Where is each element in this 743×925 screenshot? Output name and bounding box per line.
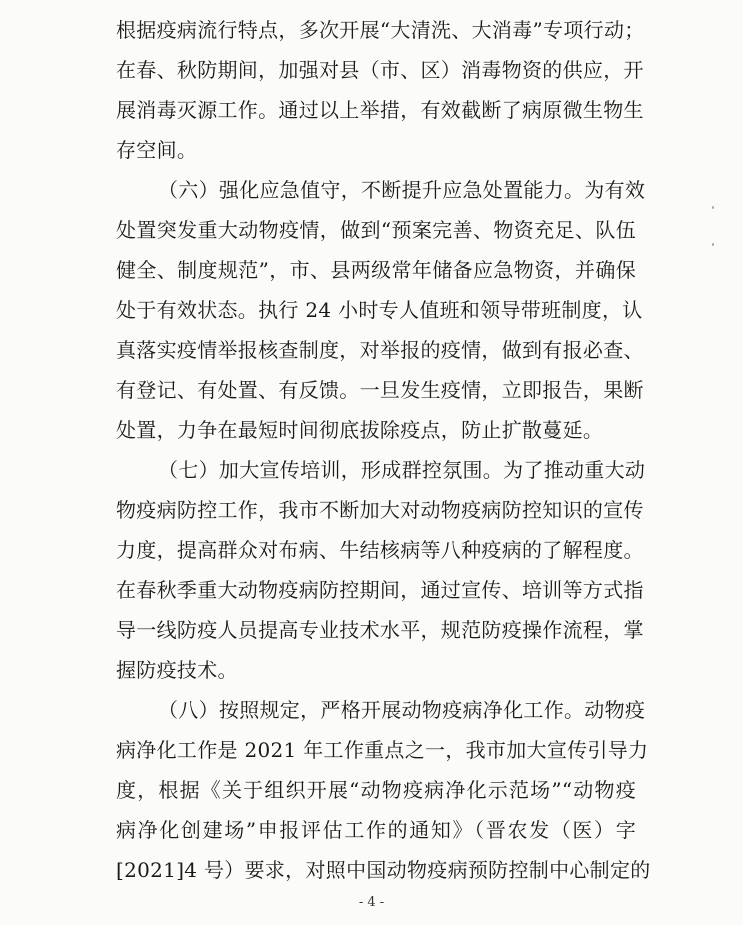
- text-line: 处于有效状态。执行 24 小时专人值班和领导带班制度，认: [116, 298, 643, 322]
- text-line: 存空间。: [116, 138, 198, 162]
- section-heading-line: （六）强化应急值守，不断提升应急处置能力。为有效: [158, 178, 646, 202]
- text-line: 病净化创建场”申报评估工作的通知》（晋农发（医）字: [116, 818, 636, 842]
- text-line: 展消毒灭源工作。通过以上举措，有效截断了病原微生物生: [116, 98, 644, 122]
- text-line: 处置，力争在最短时间彻底拔除疫点，防止扩散蔓延。: [116, 418, 604, 442]
- text-line: 握防疫技术。: [116, 658, 238, 682]
- text-line: 根据疫病流行特点，多次开展“大清洗、大消毒”专项行动；: [116, 18, 645, 42]
- text-line: 病净化工作是 2021 年工作重点之一，我市加大宣传引导力: [116, 738, 649, 762]
- text-line: 有登记、有处置、有反馈。一旦发生疫情，立即报告，果断: [116, 378, 644, 402]
- text-line: 健全、制度规范”，市、县两级常年储备应急物资，并确保: [116, 258, 636, 282]
- text-line: 真落实疫情举报核查制度，对举报的疫情，做到有报必查、: [116, 338, 644, 362]
- text-line: 导一线防疫人员提高专业技术水平，规范防疫操作流程，掌: [116, 618, 644, 642]
- text-line: 物疫病防控工作，我市不断加大对动物疫病防控知识的宣传: [116, 498, 644, 522]
- text-line: 力度，提高群众对布病、牛结核病等八种疫病的了解程度。: [116, 538, 644, 562]
- text-line: 度，根据《关于组织开展“动物疫病净化示范场”“动物疫: [116, 778, 636, 802]
- text-line: [2021]4 号）要求，对照中国动物疫病预防控制中心制定的: [116, 858, 651, 882]
- section-heading-line: （七）加大宣传培训，形成群控氛围。为了推动重大动: [158, 458, 646, 482]
- text-line: 处置突发重大动物疫情，做到“预案完善、物资充足、队伍: [116, 218, 636, 242]
- section-heading-line: （八）按照规定，严格开展动物疫病净化工作。动物疫: [158, 698, 646, 722]
- page-number: - 4 -: [358, 895, 385, 910]
- text-line: 在春、秋防期间，加强对县（市、区）消毒物资的供应，开: [116, 58, 644, 82]
- scan-speck: [712, 206, 714, 209]
- text-line: 在春秋季重大动物疫病防控期间，通过宣传、培训等方式指: [116, 578, 644, 602]
- scan-speck: [712, 243, 714, 246]
